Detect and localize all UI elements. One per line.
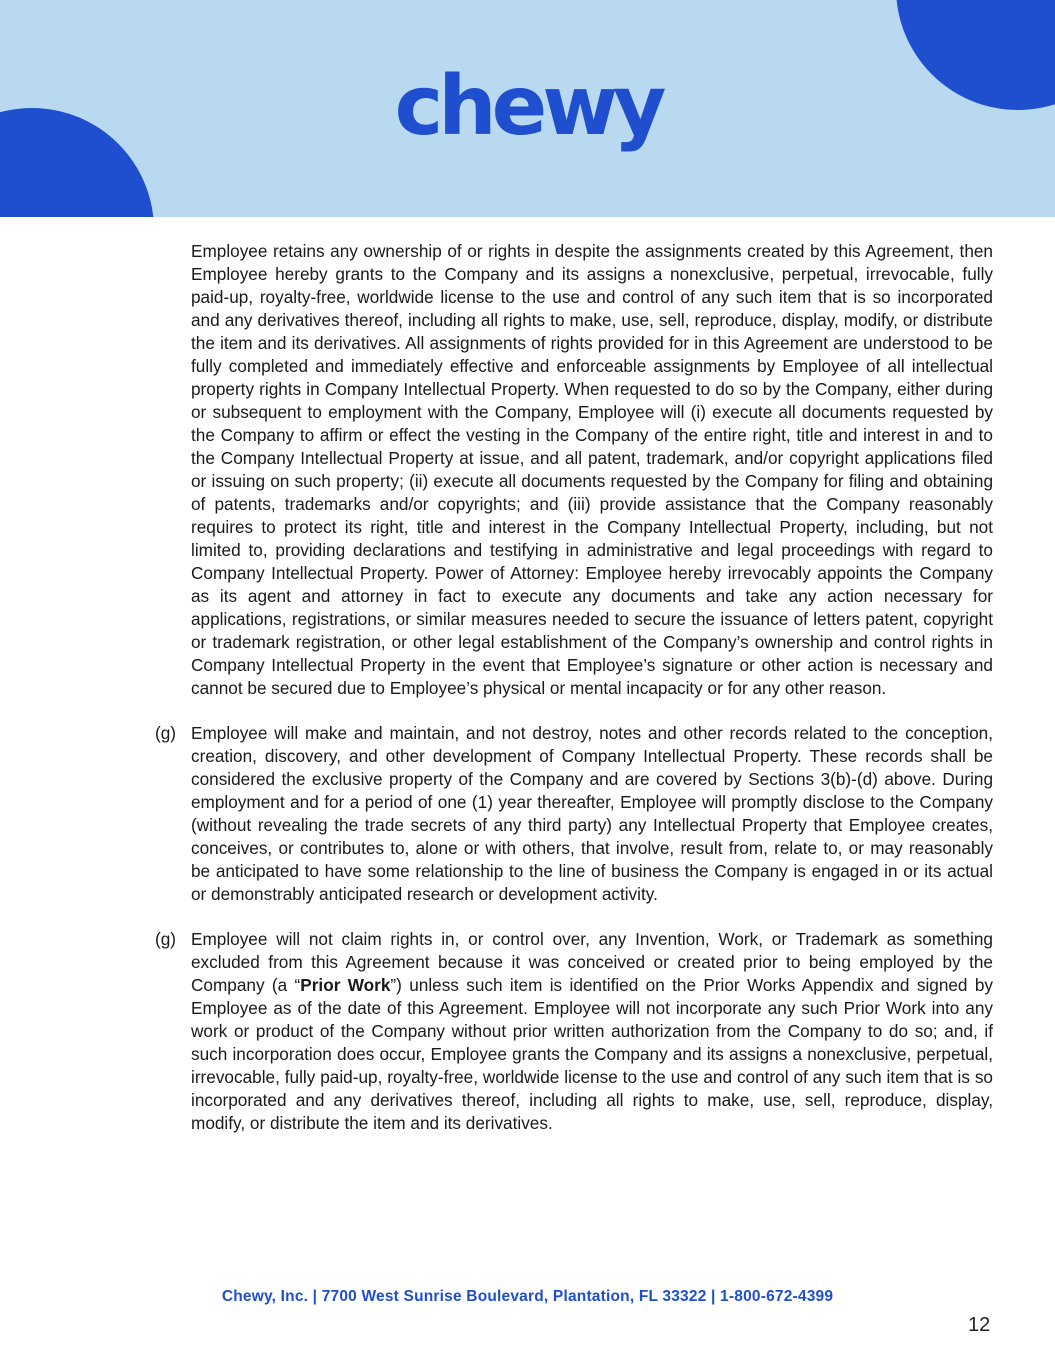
defined-term-prior-work: Prior Work — [300, 975, 391, 995]
footer-address: Chewy, Inc. | 7700 West Sunrise Boulevard, Plantation, FL 33322 | 1-800-672-4399 — [221, 1288, 834, 1305]
paragraph-text: Employee will make and maintain, and not destroy, notes and other records related to the conception, creation, discovery, and other development of Company Intellectual Property. These records shall be considered the exclusive property of the Company and are covered by Sections 3(b)-(d) above. During employment and for a period of one (1) year thereafter, Employee will promptly disclose to the Company (without revealing the trade secrets of any third party) any Intellectual Property that Employee creates, conceives, or contributes to, alone or with others, that involve, result from, relate to, or may reasonably be anticipated to have some relationship to the line of business the Company is engaged in or its actual or demonstrably anticipated research or development activity. — [191, 723, 993, 904]
paragraph-text-after: ”) unless such item is identified on the Prior Works Appendix and signed by Employee as of the date of this Agreement. Employee will not incorporate any such Prior Work into any work or product of the Company without prior written authorization from the Company to do so; and, if such incorporation does occur, Employee grants the Company and its assigns a nonexclusive, perpetual, irrevocable, fully paid-up, royalty-free, worldwide license to the use and control of any such item that is so incorporated and any derivatives thereof, including all rights to make, use, sell, reproduce, display, modify, or distribute the item and its derivatives. — [191, 975, 993, 1133]
paragraph-text: Employee retains any ownership of or rights in despite the assignments created by this Agreement, then Employee hereby grants to the Company and its assigns a nonexclusive, perpetual, irrevocable, fully paid-up, royalty-free, worldwide license to the use and control of any such item that is so incorporated and any derivatives thereof, including all rights to make, use, sell, reproduce, display, modify, or distribute the item and its derivatives. All assignments of rights provided for in this Agreement are understood to be fully completed and immediately effective and enforceable assignments by Employee of all intellectual property rights in Company Intellectual Property. When requested to do so by the Company, either during or subsequent to employment with the Company, Employee will (i) execute all documents requested by the Company to affirm or effect the vesting in the Company of the entire right, title and interest in and to the Company Intellectual Property at issue, and all patent, trademark, and/or copyright applications filed or issuing on such property; (ii) execute all documents requested by the Company for filing and obtaining of patents, trademarks and/or copyrights; and (iii) provide assistance that the Company reasonably requires to protect its right, title and interest in the Company Intellectual Property, including, but not limited to, providing declarations and testifying in administrative and legal proceedings with regard to Company Intellectual Property. Power of Attorney: Employee hereby irrevocably appoints the Company as its agent and attorney in fact to execute any documents and take any action necessary for applications, registrations, or similar measures needed to secure the issuance of letters patent, copyright or trademark registration, or other legal establishment of the Company’s ownership and control rights in Company Intellectual Property in the event that Employee’s signature or other action is necessary and cannot be secured due to Employee’s physical or mental incapacity or for any other reason. — [191, 241, 993, 698]
paragraph-g-prior-work — [155, 928, 993, 1135]
paragraph-label: (g) — [155, 723, 177, 743]
paragraph-text-before: Employee will not claim rights in, or control over, any Invention, Work, or Trademark as something excluded from this Agreement because it was conceived or created prior to being employed by the Company (a “ — [191, 929, 993, 995]
page-number: 12 — [968, 1314, 991, 1336]
paragraph-label: (g) — [155, 929, 177, 949]
chewy-logo — [378, 56, 678, 160]
decorative-circle-right — [896, 0, 1055, 110]
paragraph-continued — [155, 240, 993, 700]
decorative-circle-left — [0, 108, 154, 217]
document-body — [155, 240, 993, 1157]
page-header — [0, 0, 1055, 217]
logo-text: chewy — [394, 59, 662, 154]
paragraph-g-records — [155, 722, 993, 906]
